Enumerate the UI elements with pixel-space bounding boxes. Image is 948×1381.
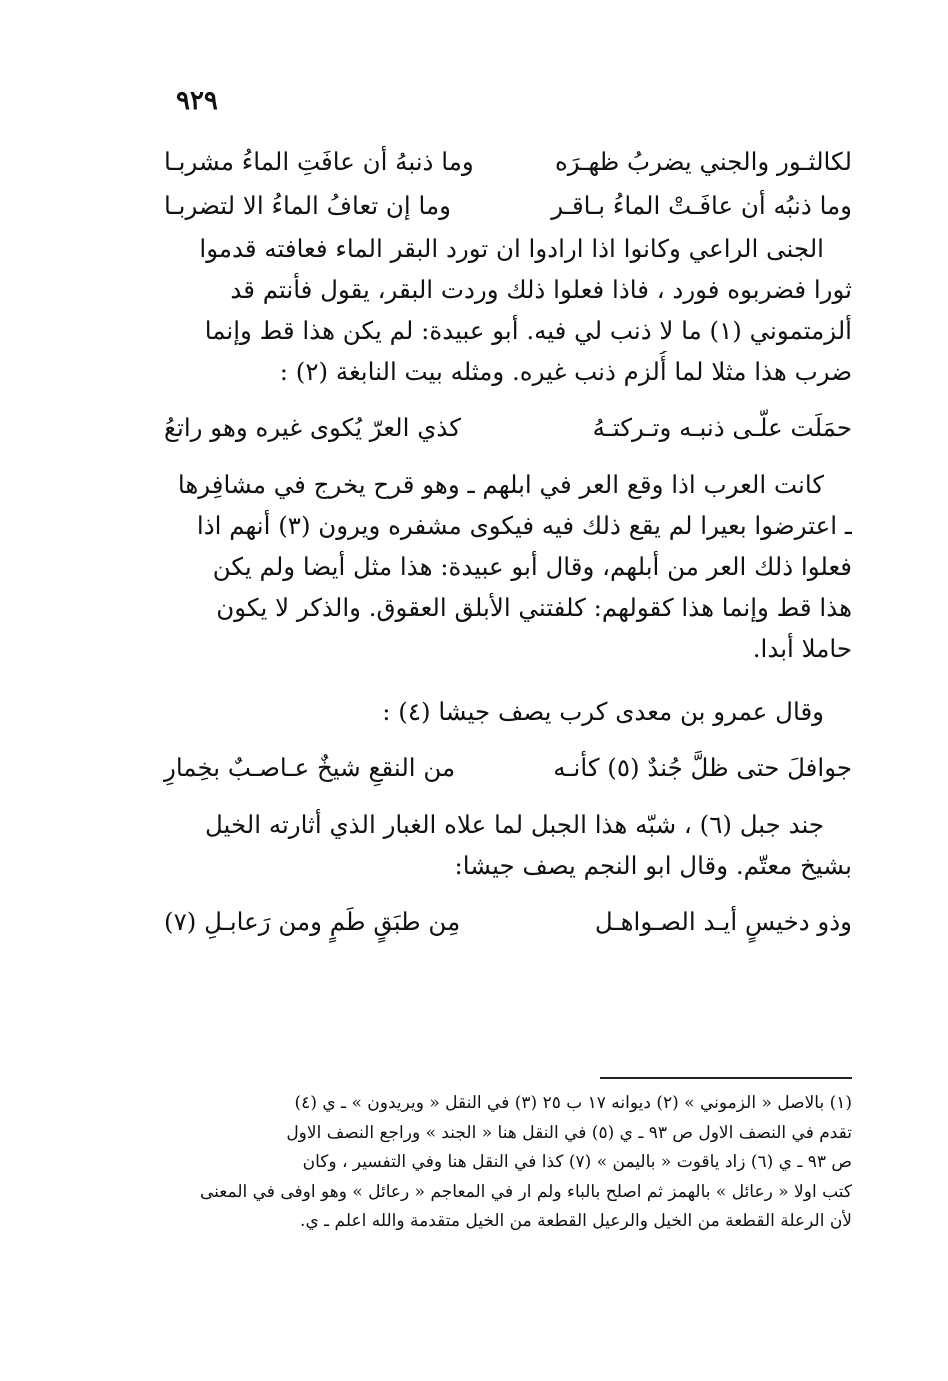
verse-2 [164,184,852,228]
paragraph-2-line: حاملا أبدا. [752,634,852,663]
paragraph-2-line: هذا قط وإنما هذا كقولهم: كلفتني الأبلق العقوق. والذكر لا يكون [216,593,852,622]
footnote-divider [600,1077,852,1079]
paragraph-2-line: فعلوا ذلك العر من أبلهم، وقال أبو عبيدة: هذا مثل أيضا ولم يكن [212,552,852,581]
paragraph-4-line: جند جبل (٦) ، شبّه هذا الجبل لما علاه الغبار الذي أثارته الخيل [205,810,824,839]
paragraph-1-line: الجنى الراعي وكانوا اذا ارادوا ان تورد البقر الماء فعافته قدموا [199,234,824,263]
verse-4-second-hemistich: من النقعِ شيخٌ عـاصـبٌ بخِمارِ [164,753,456,782]
verse-2-first-hemistich: وما ذنبُه أن عافَـتْ الماءُ بـاقـر [551,191,852,220]
verse-5-first-hemistich: وذو دخيسٍ أيـد الصـواهـل [594,907,852,936]
paragraph-1-line: ألزمتموني (١) ما لا ذنب لي فيه. أبو عبيدة: لم يكن هذا قط وإنما [204,316,852,345]
footnote-line: تقدم في النصف الاول ص ٩٣ ـ ي (٥) في النقل هنا « الجند » وراجع النصف الاول [286,1122,852,1143]
footnote-line: لأن الرعلة القطعة من الخيل والرعيل القطعة من الخيل متقدمة والله اعلم ـ ي. [300,1211,852,1231]
paragraph-2-line: ـ اعترضوا بعيرا لم يقع ذلك فيه فيكوى مشفره ويرون (٣) أنهم اذا [196,511,852,540]
footnotes [164,1089,852,1237]
verse-1-first-hemistich: لكالثـور والجني يضربُ ظهـرَه [554,147,852,176]
paragraph-2-line: كانت العرب اذا وقع العر في ابلهم ـ وهو قرح يخرج في مشافِرها [177,470,824,499]
paragraph-4-line: بشيخ معتّم. وقال ابو النجم يصف جيشا: [454,851,852,880]
footnote-line: كتب اولا « رعائل » بالهمز ثم اصلح بالباء ولم ار في المعاجم « رعائل » وهو اوفى في المعنى [199,1181,852,1202]
paragraph-3-line: وقال عمرو بن معدى كرب يصف جيشا (٤) : [382,697,824,726]
verse-4-first-hemistich: جوافلَ حتى ظلَّ جُندٌ (٥) كأنـه [553,753,852,782]
verse-3 [164,406,852,450]
page-number: ٩٢٩ [176,86,218,116]
verse-5 [164,900,852,944]
verse-2-second-hemistich: وما إن تعافُ الماءُ الا لتضربـا [164,191,451,220]
footnote-line: ص ٩٣ ـ ي (٦) زاد ياقوت « باليمن » (٧) كذا في النقل هنا وفي التفسير ، وكان [302,1152,852,1172]
verse-1 [164,140,852,184]
verse-3-second-hemistich: كذي العرّ يُكوى غيره وهو راتعُ [164,413,461,442]
verse-3-first-hemistich: حمَلَت علّـى ذنبـه وتـركتـهُ [592,413,852,442]
verse-4 [164,746,852,790]
paragraph-1-line: ثورا فضربوه فورد ، فاذا فعلوا ذلك وردت البقر، يقول فأنتم قد [230,275,852,304]
footnote-line: (١) بالاصل « الزموني » (٢) ديوانه ١٧ ب ٢٥ (٣) في النقل « ويريدون » ـ ي (٤) [294,1093,852,1113]
paragraph-1-line: ضرب هذا مثلا لما أُلزم ذنب غيره. ومثله بيت النابغة (٢) : [279,357,852,386]
page-body [164,140,852,944]
verse-5-second-hemistich: مِن طبَقٍ طَمٍ ومن رَعابـلِ (٧) [164,907,461,936]
verse-1-second-hemistich: وما ذنبهُ أن عافَتِ الماءُ مشربـا [164,147,474,176]
